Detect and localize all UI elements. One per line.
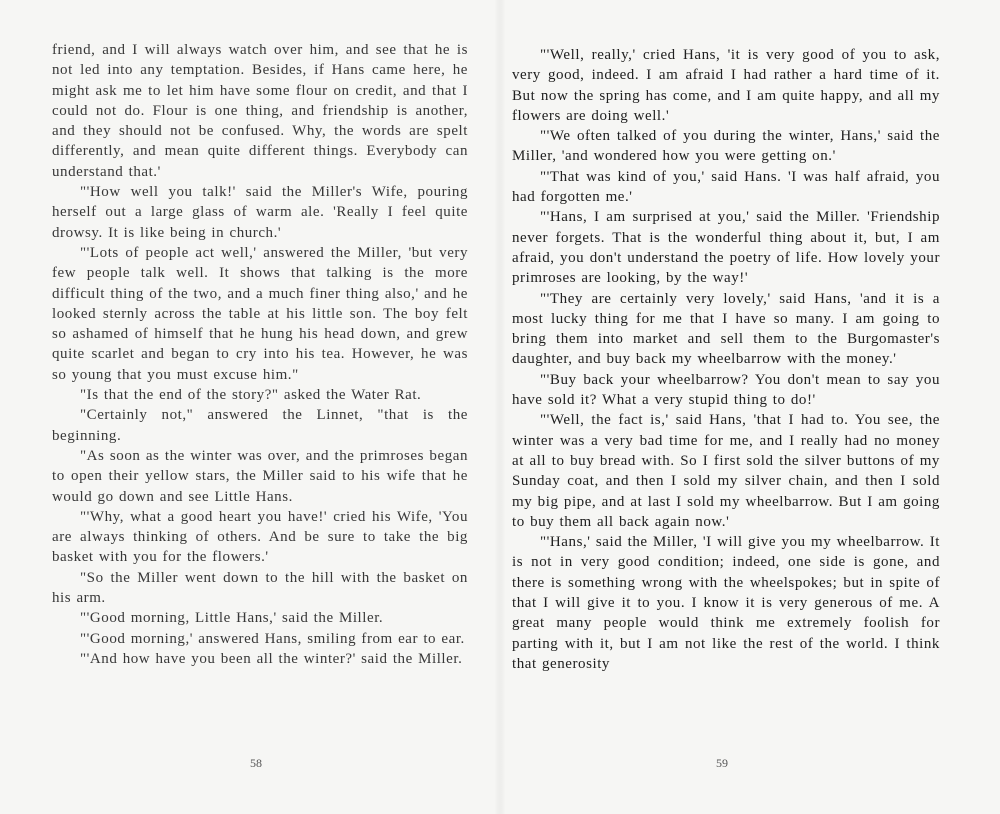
paragraph: "'Well, the fact is,' said Hans, 'that I had to. You see, the winter was a very bad time for me, and I really had no money at all to buy bread with. So I first sold the silver buttons of my Sunday coat, and then I sold my silver chain, and then I sold my big pipe, and at last I sold my wheelbarrow. But I am going to buy them all back again now.' xyxy=(512,412,940,530)
paragraph: "'Hans, I am surprised at you,' said the Miller. 'Friendship never forgets. That is the wonderful thing about it, but, I am afraid, you don't understand the poetry of life. How lovely your primroses are looking, by the way!' xyxy=(512,209,940,287)
paragraph: "'Buy back your wheelbarrow? You don't mean to say you have sold it? What a very stupid thing to do!' xyxy=(512,371,940,409)
left-page-text xyxy=(52,40,468,669)
paragraph: "So the Miller went down to the hill with the basket on his arm. xyxy=(52,569,468,607)
paragraph: "'Lots of people act well,' answered the Miller, 'but very few people talk well. It shows that talking is the more difficult thing of the two, and a much finer thing also,' and he looked sternly across the table at his little son. The boy felt so ashamed of himself that he hung his head down, and grew quite scarlet and began to cry into his tea. However, he was so young that you must excuse him." xyxy=(52,244,468,383)
paragraph: "'Good morning,' answered Hans, smiling from ear to ear. xyxy=(80,630,465,647)
page-number-right: 59 xyxy=(716,756,728,770)
paragraph: "Certainly not," answered the Linnet, "that is the beginning. xyxy=(52,407,468,444)
paragraph: "'Hans,' said the Miller, 'I will give you my wheelbarrow. It is not in very good condition; indeed, one side is gone, and there is something wrong with the wheelspokes; but in spite of that I will give it to you. I know it is very generous of me. A great many people would think me extremely foolish for parting with it, but I am not like the rest of the world. I think that generosity xyxy=(512,534,940,672)
paragraph: "As soon as the winter was over, and the primroses began to open their yellow stars, the Miller said to his wife that he would go down and see Little Hans. xyxy=(52,447,468,505)
paragraph: "'And how have you been all the winter?' said the Miller. xyxy=(80,650,463,667)
right-page-text xyxy=(512,45,940,674)
paragraph: "'Why, what a good heart you have!' cried his Wife, 'You are always thinking of others. And be sure to take the big basket with you for the flowers.' xyxy=(52,508,468,566)
page-number-left: 58 xyxy=(250,756,262,770)
right-page xyxy=(500,0,1000,814)
paragraph: "'We often talked of you during the winter, Hans,' said the Miller, 'and wondered how you were getting on.' xyxy=(512,128,940,165)
paragraph: "'That was kind of you,' said Hans. 'I was half afraid, you had forgotten me.' xyxy=(512,168,940,206)
paragraph: friend, and I will always watch over him, and see that he is not led into any temptation. Besides, if Hans came here, he might ask me to let him have some flour on credit, and that I could not do. Flour is one thing, and friendship is another, and they should not be confused. Why, the words are spelt differently, and mean quite different things. Everybody can understand that.' xyxy=(52,42,468,180)
paragraph: "'They are certainly very lovely,' said Hans, 'and it is a most lucky thing for me that I have so many. I am going to bring them into market and sell them to the Burgomaster's daughter, and buy back my wheelbarrow with the money.' xyxy=(512,290,940,368)
paragraph: "'How well you talk!' said the Miller's Wife, pouring herself out a large glass of warm ale. 'Really I feel quite drowsy. It is like being in church.' xyxy=(52,184,468,241)
paragraph: "Is that the end of the story?" asked the Water Rat. xyxy=(80,387,422,404)
paragraph: "'Good morning, Little Hans,' said the Miller. xyxy=(80,610,384,627)
paragraph: "'Well, really,' cried Hans, 'it is very good of you to ask, very good, indeed. I am afraid I had rather a hard time of it. But now the spring has come, and I am quite happy, and all my flowers are doing well.' xyxy=(512,47,940,124)
